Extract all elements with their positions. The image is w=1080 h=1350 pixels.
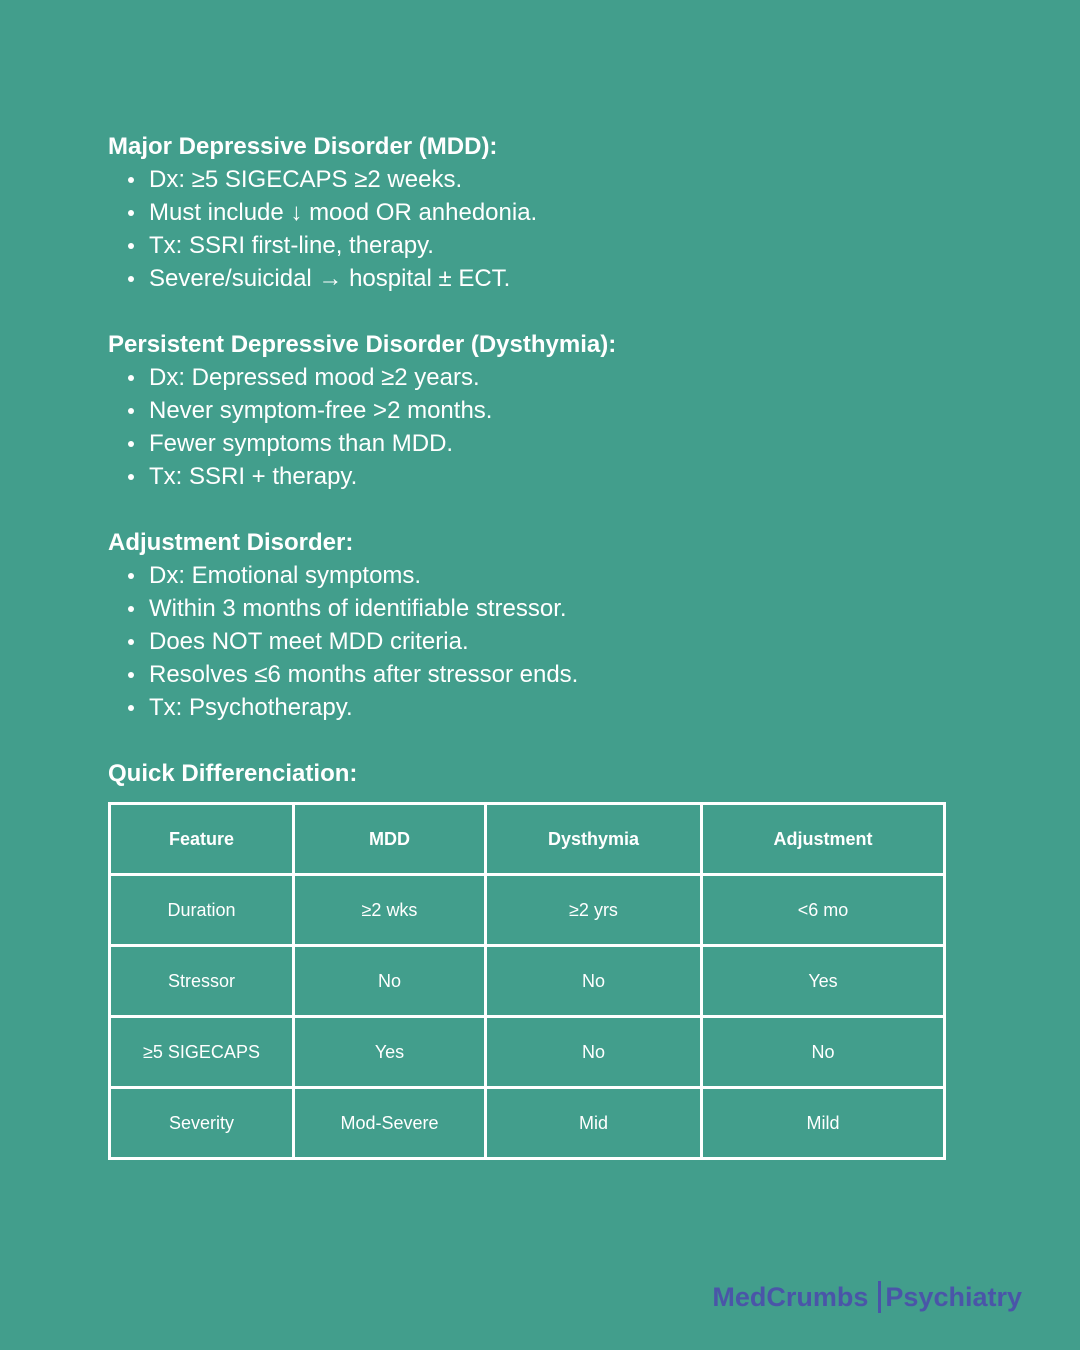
list-item: Dx: ≥5 SIGECAPS ≥2 weeks.	[108, 163, 988, 196]
list-item: Resolves ≤6 months after stressor ends.	[108, 658, 988, 691]
list-item: Dx: Emotional symptoms.	[108, 559, 988, 592]
section-title: Persistent Depressive Disorder (Dysthymia):	[108, 331, 617, 358]
table-header-row	[110, 804, 945, 875]
table-row	[110, 946, 945, 1017]
table-cell: ≥2 wks	[294, 875, 486, 946]
list-item: Dx: Depressed mood ≥2 years.	[108, 361, 988, 394]
bullet-list	[108, 163, 988, 295]
table-cell: No	[294, 946, 486, 1017]
table-title: Quick Differenciation:	[108, 760, 358, 787]
bullet-list	[108, 361, 988, 493]
table-cell: No	[486, 1017, 702, 1088]
list-item: Tx: SSRI first-line, therapy.	[108, 229, 988, 262]
table-cell: Duration	[110, 875, 294, 946]
table-cell: ≥2 yrs	[486, 875, 702, 946]
table-cell: Mod-Severe	[294, 1088, 486, 1159]
header-cell-adjustment: Adjustment	[702, 804, 945, 875]
table-cell: Yes	[702, 946, 945, 1017]
section-dysthymia	[108, 328, 988, 493]
section-mdd	[108, 130, 988, 295]
list-item: Never symptom-free >2 months.	[108, 394, 988, 427]
table-cell: Yes	[294, 1017, 486, 1088]
table-cell: Mid	[486, 1088, 702, 1159]
table-row	[110, 1017, 945, 1088]
section-adjustment	[108, 526, 988, 724]
list-item: Must include ↓ mood OR anhedonia.	[108, 196, 988, 229]
main-content	[108, 130, 988, 1160]
list-item: Fewer symptoms than MDD.	[108, 427, 988, 460]
table-row	[110, 875, 945, 946]
brand-name: MedCrumbs	[712, 1282, 869, 1312]
bullet-list	[108, 559, 988, 724]
header-cell-dysthymia: Dysthymia	[486, 804, 702, 875]
list-item: Severe/suicidal → hospital ± ECT.	[108, 262, 988, 295]
list-item: Does NOT meet MDD criteria.	[108, 625, 988, 658]
table-row	[110, 1088, 945, 1159]
table-cell: <6 mo	[702, 875, 945, 946]
section-title: Adjustment Disorder:	[108, 529, 354, 556]
brand-logo	[712, 1282, 1022, 1315]
table-cell: No	[486, 946, 702, 1017]
table-cell: Mild	[702, 1088, 945, 1159]
list-item: Tx: SSRI + therapy.	[108, 460, 988, 493]
table-cell: Severity	[110, 1088, 294, 1159]
table-cell: ≥5 SIGECAPS	[110, 1017, 294, 1088]
section-title: Major Depressive Disorder (MDD):	[108, 133, 498, 160]
brand-divider	[878, 1281, 881, 1313]
differentiation-table	[108, 802, 946, 1160]
brand-subject: Psychiatry	[885, 1282, 1022, 1312]
table-cell: Stressor	[110, 946, 294, 1017]
header-cell-mdd: MDD	[294, 804, 486, 875]
list-item: Within 3 months of identifiable stressor.	[108, 592, 988, 625]
header-cell-feature: Feature	[110, 804, 294, 875]
list-item: Tx: Psychotherapy.	[108, 691, 988, 724]
table-cell: No	[702, 1017, 945, 1088]
